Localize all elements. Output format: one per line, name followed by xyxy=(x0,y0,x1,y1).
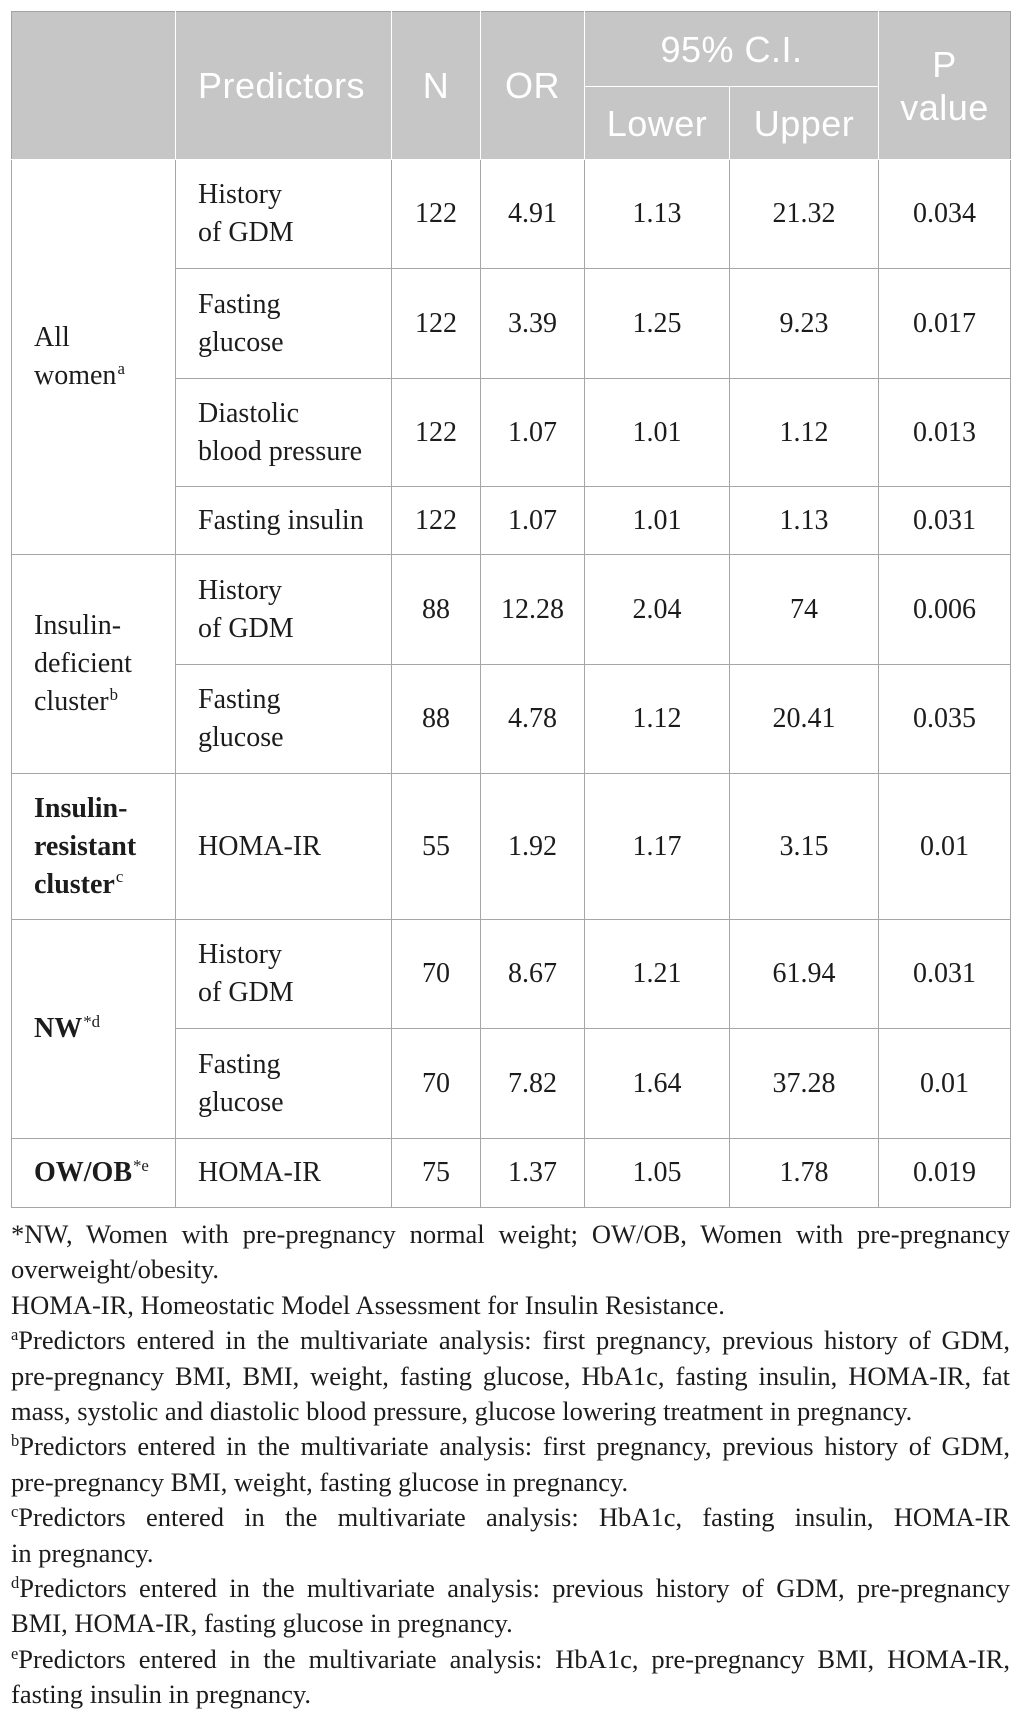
group-label: NW xyxy=(34,1013,83,1044)
ci-upper-cell: 61.94 xyxy=(730,920,879,1029)
p-value-cell: 0.031 xyxy=(879,920,1011,1029)
predictor-cell: Fasting glucose xyxy=(176,269,392,379)
ci-lower-cell: 1.12 xyxy=(585,665,730,774)
n-cell: 55 xyxy=(392,774,481,920)
header-n: N xyxy=(392,12,481,160)
footnote-line xyxy=(11,1500,1010,1535)
ci-upper-cell: 1.13 xyxy=(730,487,879,555)
group-label: Insulin-resistant cluster xyxy=(34,792,137,900)
ci-lower-cell: 1.21 xyxy=(585,920,730,1029)
footnote-text: Predictors entered in the multivariate analysis: HbA1c, fasting insulin, HOMA-IR xyxy=(18,1502,1010,1533)
or-cell: 8.67 xyxy=(481,920,585,1029)
footnote-line xyxy=(11,1323,1010,1358)
table-row xyxy=(12,1139,1011,1208)
p-value-cell: 0.031 xyxy=(879,487,1011,555)
footnote-c xyxy=(11,1500,1010,1571)
footnote-line: pre-pregnancy BMI, weight, fasting glucose in pregnancy. xyxy=(11,1466,629,1497)
p-value-cell: 0.019 xyxy=(879,1139,1011,1208)
predictor-cell: Fasting glucose xyxy=(176,1029,392,1139)
footnote-e xyxy=(11,1642,1010,1713)
predictor-cell: Fasting insulin xyxy=(176,487,392,555)
or-cell: 12.28 xyxy=(481,555,585,665)
footnote-line xyxy=(11,1571,1010,1606)
footnote-line: in pregnancy. xyxy=(11,1537,154,1568)
or-cell: 1.07 xyxy=(481,487,585,555)
p-value-cell: 0.01 xyxy=(879,774,1011,920)
group-label: Insulin-deficient cluster xyxy=(34,610,132,717)
predictor-cell: History of GDM xyxy=(176,555,392,665)
footnote-d xyxy=(11,1571,1010,1642)
footnote-line xyxy=(11,1429,1010,1464)
footnote-ref: c xyxy=(115,867,124,887)
ci-upper-cell: 1.12 xyxy=(730,379,879,487)
table-header xyxy=(12,12,1011,160)
p-value-cell: 0.017 xyxy=(879,269,1011,379)
or-cell: 1.07 xyxy=(481,379,585,487)
group-cell-overweight-obese xyxy=(12,1139,176,1208)
ci-upper-cell: 1.78 xyxy=(730,1139,879,1208)
or-cell: 7.82 xyxy=(481,1029,585,1139)
table-footnotes xyxy=(11,1217,1010,1713)
p-value-cell: 0.035 xyxy=(879,665,1011,774)
n-cell: 122 xyxy=(392,487,481,555)
footnote-text: Predictors entered in the multivariate analysis: previous history of GDM, pre-pregnancy xyxy=(19,1573,1010,1604)
predictor-cell: History of GDM xyxy=(176,920,392,1029)
ci-lower-cell: 1.05 xyxy=(585,1139,730,1208)
n-cell: 75 xyxy=(392,1139,481,1208)
footnote-abbreviations-weight xyxy=(11,1217,1010,1288)
n-cell: 88 xyxy=(392,665,481,774)
table-row xyxy=(12,920,1011,1029)
group-cell-insulin-resistant xyxy=(12,774,176,920)
header-or: OR xyxy=(481,12,585,160)
predictor-cell: History of GDM xyxy=(176,160,392,269)
ci-upper-cell: 3.15 xyxy=(730,774,879,920)
header-ci-upper: Upper xyxy=(730,87,879,160)
ci-lower-cell: 2.04 xyxy=(585,555,730,665)
footnote-b xyxy=(11,1429,1010,1500)
n-cell: 122 xyxy=(392,269,481,379)
ci-upper-cell: 21.32 xyxy=(730,160,879,269)
ci-upper-cell: 37.28 xyxy=(730,1029,879,1139)
footnote-line: HOMA-IR, Homeostatic Model Assessment for Insulin Resistance. xyxy=(11,1289,725,1320)
header-group-cell xyxy=(12,12,176,160)
group-label: All women xyxy=(34,322,117,391)
group-cell-insulin-deficient xyxy=(12,555,176,774)
predictor-cell: HOMA-IR xyxy=(176,1139,392,1208)
header-p-value: P value xyxy=(879,12,1011,160)
footnote-marker: a xyxy=(11,1325,19,1345)
footnote-marker: e xyxy=(11,1643,19,1663)
footnote-text: Predictors entered in the multivariate analysis: first pregnancy, previous history of GDM, xyxy=(18,1325,1010,1356)
logistic-regression-table xyxy=(11,11,1011,1208)
ci-upper-cell: 74 xyxy=(730,555,879,665)
p-value-cell: 0.01 xyxy=(879,1029,1011,1139)
group-cell-all-women xyxy=(12,160,176,555)
or-cell: 4.78 xyxy=(481,665,585,774)
footnote-line: fasting insulin in pregnancy. xyxy=(11,1679,312,1710)
n-cell: 70 xyxy=(392,1029,481,1139)
header-confidence-interval: 95% C.I. xyxy=(585,12,879,87)
predictor-cell: Fasting glucose xyxy=(176,665,392,774)
ci-lower-cell: 1.01 xyxy=(585,379,730,487)
p-value-cell: 0.013 xyxy=(879,379,1011,487)
footnote-a xyxy=(11,1323,1010,1429)
or-cell: 1.37 xyxy=(481,1139,585,1208)
footnote-ref: *e xyxy=(133,1155,149,1175)
n-cell: 122 xyxy=(392,160,481,269)
table-row xyxy=(12,555,1011,665)
footnote-line: mass, systolic and diastolic blood pressure, glucose lowering treatment in pregnancy. xyxy=(11,1396,913,1427)
ci-lower-cell: 1.13 xyxy=(585,160,730,269)
ci-lower-cell: 1.01 xyxy=(585,487,730,555)
footnote-text: Predictors entered in the multivariate analysis: HbA1c, pre-pregnancy BMI, HOMA-IR, xyxy=(18,1643,1010,1674)
n-cell: 70 xyxy=(392,920,481,1029)
results-table-container xyxy=(11,11,1010,1208)
footnote-line: overweight/obesity. xyxy=(11,1254,220,1285)
p-value-cell: 0.006 xyxy=(879,555,1011,665)
predictor-cell: Diastolic blood pressure xyxy=(176,379,392,487)
footnote-ref: a xyxy=(117,358,125,378)
p-value-cell: 0.034 xyxy=(879,160,1011,269)
ci-lower-cell: 1.64 xyxy=(585,1029,730,1139)
header-row-top xyxy=(12,12,1011,87)
table-row xyxy=(12,774,1011,920)
footnote-line xyxy=(11,1642,1010,1677)
ci-upper-cell: 9.23 xyxy=(730,269,879,379)
n-cell: 88 xyxy=(392,555,481,665)
or-cell: 1.92 xyxy=(481,774,585,920)
footnote-line: BMI, HOMA-IR, fasting glucose in pregnancy. xyxy=(11,1608,513,1639)
footnote-ref: b xyxy=(109,684,119,704)
or-cell: 4.91 xyxy=(481,160,585,269)
header-predictors: Predictors xyxy=(176,12,392,160)
table-row xyxy=(12,160,1011,269)
group-cell-normal-weight xyxy=(12,920,176,1139)
n-cell: 122 xyxy=(392,379,481,487)
or-cell: 3.39 xyxy=(481,269,585,379)
ci-lower-cell: 1.17 xyxy=(585,774,730,920)
footnote-marker: c xyxy=(11,1502,19,1522)
footnote-marker: b xyxy=(11,1431,20,1451)
ci-upper-cell: 20.41 xyxy=(730,665,879,774)
table-body xyxy=(12,160,1011,1208)
footnote-text: Predictors entered in the multivariate analysis: first pregnancy, previous history of GDM, xyxy=(19,1431,1010,1462)
predictor-cell: HOMA-IR xyxy=(176,774,392,920)
footnote-abbreviation-homa-ir xyxy=(11,1288,1010,1323)
ci-lower-cell: 1.25 xyxy=(585,269,730,379)
header-ci-lower: Lower xyxy=(585,87,730,160)
footnote-line: pre-pregnancy BMI, BMI, weight, fasting glucose, HbA1c, fasting insulin, HOMA-IR, fat xyxy=(11,1360,1010,1391)
group-label: OW/OB xyxy=(34,1157,133,1188)
footnote-line: *NW, Women with pre-pregnancy normal weight; OW/OB, Women with pre-pregnancy xyxy=(11,1219,1010,1249)
footnote-marker: d xyxy=(11,1573,20,1593)
footnote-ref: *d xyxy=(83,1011,101,1031)
